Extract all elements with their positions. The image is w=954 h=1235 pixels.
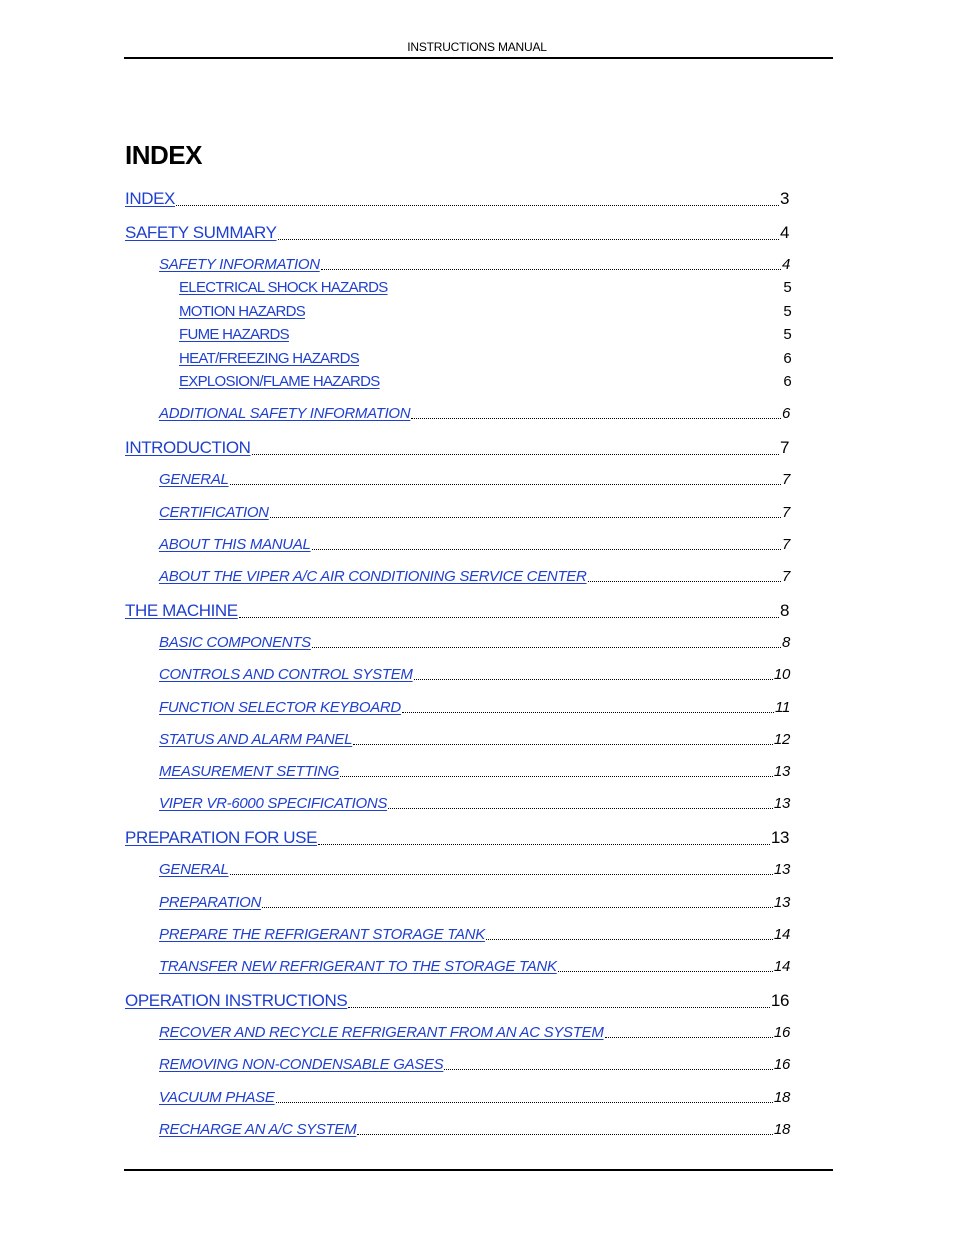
- toc-entry-link[interactable]: THE MACHINE: [125, 601, 238, 620]
- toc-entry-link[interactable]: GENERAL: [159, 861, 229, 878]
- toc-entry-link[interactable]: MOTION HAZARDS: [179, 303, 306, 320]
- dot-leader: [357, 1134, 773, 1135]
- toc-page-number: 5: [783, 303, 791, 320]
- dot-leader: [558, 971, 773, 972]
- toc-entry[interactable]: [159, 471, 790, 488]
- toc-entry-link[interactable]: BASIC COMPONENTS: [159, 634, 311, 651]
- toc-entry[interactable]: [125, 223, 789, 243]
- dot-leader: [262, 907, 773, 908]
- toc-entry[interactable]: [179, 326, 791, 343]
- dot-leader: [605, 1037, 773, 1038]
- toc-entry[interactable]: [159, 731, 790, 748]
- dot-leader: [414, 679, 773, 680]
- toc-entry-link[interactable]: TRANSFER NEW REFRIGERANT TO THE STORAGE TANK: [159, 958, 557, 975]
- toc-page-number: 13: [773, 894, 790, 911]
- toc-entry[interactable]: [159, 536, 790, 553]
- toc-entry-link[interactable]: GENERAL: [159, 471, 229, 488]
- toc-entry-link[interactable]: FUME HAZARDS: [179, 326, 289, 343]
- footer-rule: [124, 1169, 833, 1171]
- toc-page-number: 3: [779, 189, 789, 208]
- toc-entry[interactable]: [159, 894, 790, 911]
- toc-page-number: 4: [781, 256, 790, 273]
- toc-entry-link[interactable]: INTRODUCTION: [125, 438, 251, 457]
- toc-entry-link[interactable]: ABOUT THE VIPER A/C AIR CONDITIONING SERVICE CENTER: [159, 568, 587, 585]
- toc-entry[interactable]: [159, 1024, 790, 1041]
- toc-entry[interactable]: [125, 601, 789, 621]
- dot-leader: [411, 418, 781, 419]
- toc-page-number: 16: [773, 1024, 790, 1041]
- dot-leader: [353, 744, 773, 745]
- toc-entry-link[interactable]: PREPARATION FOR USE: [125, 828, 318, 847]
- toc-entry[interactable]: [159, 405, 790, 422]
- toc-entry[interactable]: [159, 634, 790, 651]
- toc-page-number: 8: [781, 634, 790, 651]
- toc-page-number: 13: [773, 763, 790, 780]
- toc-entry[interactable]: [159, 763, 790, 780]
- toc-entry-link[interactable]: VACUUM PHASE: [159, 1089, 275, 1106]
- toc-page-number: 12: [773, 731, 790, 748]
- toc-page-number: 14: [773, 926, 790, 943]
- toc-page-number: 16: [770, 991, 789, 1010]
- toc-entry[interactable]: [159, 926, 790, 943]
- toc-page-number: 7: [781, 471, 790, 488]
- toc-page-number: 6: [781, 405, 790, 422]
- dot-leader: [348, 1007, 770, 1008]
- toc-page-number: 6: [783, 373, 791, 390]
- toc-entry[interactable]: [159, 1121, 790, 1138]
- toc-entry-link[interactable]: INDEX: [125, 189, 175, 208]
- dot-leader: [278, 239, 779, 240]
- toc-entry[interactable]: [159, 666, 790, 683]
- dot-leader: [388, 808, 773, 809]
- toc-page-number: 7: [781, 568, 790, 585]
- toc-entry[interactable]: [125, 828, 789, 848]
- dot-leader: [312, 647, 781, 648]
- dot-leader: [230, 874, 773, 875]
- toc-entry-link[interactable]: STATUS AND ALARM PANEL: [159, 731, 353, 748]
- toc-page-number: 4: [779, 223, 789, 242]
- toc-entry-link[interactable]: PREPARATION: [159, 894, 261, 911]
- dot-leader: [312, 549, 781, 550]
- toc-entry-link[interactable]: RECOVER AND RECYCLE REFRIGERANT FROM AN AC SYSTEM: [159, 1024, 604, 1041]
- toc-entry-link[interactable]: ABOUT THIS MANUAL: [159, 536, 311, 553]
- toc-page-number: 11: [775, 699, 790, 716]
- toc-entry-link[interactable]: FUNCTION SELECTOR KEYBOARD: [159, 699, 401, 716]
- toc-entry-link[interactable]: PREPARE THE REFRIGERANT STORAGE TANK: [159, 926, 485, 943]
- page-title: INDEX: [125, 140, 202, 170]
- toc-entry[interactable]: [159, 504, 790, 521]
- dot-leader: [486, 939, 773, 940]
- toc-page-number: 5: [783, 279, 791, 296]
- dot-leader: [444, 1069, 773, 1070]
- toc-entry[interactable]: [159, 1056, 790, 1073]
- toc-entry-link[interactable]: HEAT/FREEZING HAZARDS: [179, 350, 360, 367]
- toc-page-number: 7: [779, 438, 789, 457]
- toc-entry[interactable]: [159, 795, 790, 812]
- toc-entry-link[interactable]: SAFETY SUMMARY: [125, 223, 277, 242]
- dot-leader: [588, 581, 781, 582]
- toc-page-number: 8: [779, 601, 789, 620]
- toc-page-number: 16: [773, 1056, 790, 1073]
- toc-entry-link[interactable]: CONTROLS AND CONTROL SYSTEM: [159, 666, 413, 683]
- toc-entry[interactable]: [159, 958, 790, 975]
- toc-entry[interactable]: [159, 861, 790, 878]
- running-header: INSTRUCTIONS MANUAL: [407, 40, 547, 54]
- toc-page-number: 7: [781, 536, 790, 553]
- toc-page-number: 6: [783, 350, 791, 367]
- dot-leader: [318, 844, 770, 845]
- toc-entry-link[interactable]: OPERATION INSTRUCTIONS: [125, 991, 348, 1010]
- dot-leader: [270, 517, 781, 518]
- toc-entry[interactable]: [125, 438, 789, 458]
- toc-page-number: 13: [773, 795, 790, 812]
- toc-entry[interactable]: [125, 991, 789, 1011]
- toc-entry-link[interactable]: ELECTRICAL SHOCK HAZARDS: [179, 279, 388, 296]
- toc-entry-link[interactable]: REMOVING NON-CONDENSABLE GASES: [159, 1056, 444, 1073]
- toc-entry-link[interactable]: RECHARGE AN A/C SYSTEM: [159, 1121, 357, 1138]
- toc-entry[interactable]: [159, 568, 790, 585]
- toc-entry-link[interactable]: VIPER VR-6000 SPECIFICATIONS: [159, 795, 388, 812]
- toc-entry-link[interactable]: SAFETY INFORMATION: [159, 256, 320, 273]
- toc-entry[interactable]: [179, 303, 791, 320]
- dot-leader: [239, 617, 779, 618]
- toc-entry[interactable]: [159, 1089, 790, 1106]
- dot-leader: [276, 1102, 773, 1103]
- toc-entry[interactable]: [125, 189, 789, 209]
- toc-page-number: 7: [781, 504, 790, 521]
- toc-entry-link[interactable]: ADDITIONAL SAFETY INFORMATION: [159, 405, 411, 422]
- toc-page-number: 13: [773, 861, 790, 878]
- toc-page-number: 13: [770, 828, 789, 847]
- toc-page-number: 10: [773, 666, 790, 683]
- toc-entry-link[interactable]: MEASUREMENT SETTING: [159, 763, 340, 780]
- toc-entry[interactable]: [159, 256, 790, 273]
- dot-leader: [402, 712, 774, 713]
- toc-entry[interactable]: [179, 373, 791, 390]
- dot-leader: [252, 454, 779, 455]
- toc-entry[interactable]: [159, 699, 790, 716]
- toc-page-number: 18: [773, 1089, 790, 1106]
- dot-leader: [176, 205, 779, 206]
- toc-entry-link[interactable]: CERTIFICATION: [159, 504, 269, 521]
- toc-entry[interactable]: [179, 279, 791, 296]
- dot-leader: [230, 484, 781, 485]
- toc-page-number: 5: [783, 326, 791, 343]
- dot-leader: [321, 269, 781, 270]
- toc-entry[interactable]: [179, 350, 791, 367]
- toc-page-number: 14: [773, 958, 790, 975]
- toc-page-number: 18: [773, 1121, 790, 1138]
- toc-entry-link[interactable]: EXPLOSION/FLAME HAZARDS: [179, 373, 380, 390]
- dot-leader: [340, 776, 773, 777]
